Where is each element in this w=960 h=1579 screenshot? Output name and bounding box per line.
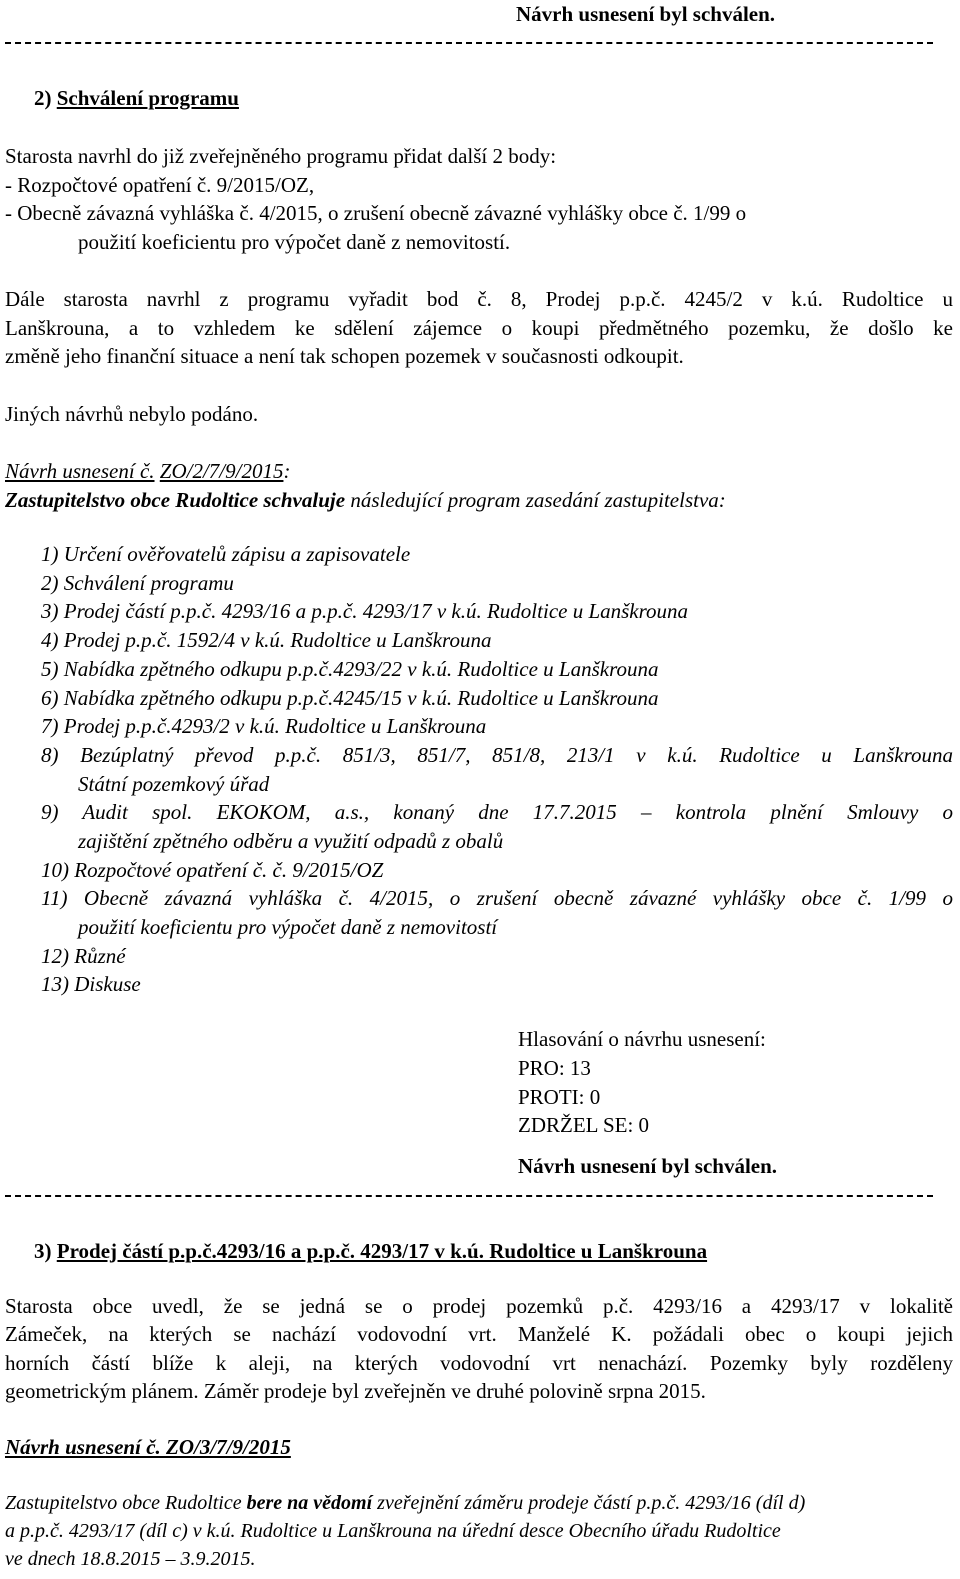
bullet-item: - Rozpočtové opatření č. 9/2015/OZ, — [5, 173, 315, 197]
program-item: 13) Diskuse — [41, 972, 141, 996]
council-bold: Zastupitelstvo obce Rudoltice schvaluje — [5, 488, 346, 512]
no-other-proposals: Jiných návrhů nebylo podáno. — [5, 402, 259, 426]
resolution-code: ZO/2/7/9/2015 — [159, 459, 284, 483]
section3-title: Prodej částí p.p.č.4293/16 a p.p.č. 4293/17 v k.ú. Rudoltice u Lanškrouna — [56, 1239, 708, 1263]
council-text-a: Zastupitelstvo obce Rudoltice — [5, 1492, 247, 1514]
program-item-continuation: zajištění zpětného odběru a využití odpadů z obalů — [78, 829, 504, 853]
section2-paragraph-line: Dále starosta navrhl z programu vyřadit bod č. 8, Prodej p.p.č. 4245/2 v k.ú. Rudoltice u — [5, 287, 953, 311]
resolution-label — [5, 458, 290, 484]
program-item: 1) Určení ověřovatelů zápisu a zapisovatele — [41, 542, 411, 566]
vote-pro: PRO: 13 — [518, 1056, 591, 1080]
divider-middle — [5, 1195, 933, 1197]
program-item: 7) Prodej p.p.č.4293/2 v k.ú. Rudoltice u Lanškrouna — [41, 714, 487, 738]
section2-paragraph-line: Lanškrouna, a to vzhledem ke sdělení zájemce o koupi předmětného pozemku, že došlo ke — [5, 316, 953, 340]
section2-paragraph-line: změně jeho finanční situace a není tak schopen pozemek v současnosti odkoupit. — [5, 344, 684, 368]
program-item: 11) Obecně závazná vyhláška č. 4/2015, o zrušení obecně závazné vyhlášky obce č. 1/99 o — [41, 886, 953, 910]
divider-top — [5, 42, 933, 44]
vote-title: Hlasování o návrhu usnesení: — [518, 1027, 766, 1051]
council-statement — [5, 487, 726, 513]
section3-heading — [34, 1238, 707, 1264]
resolution-colon: : — [283, 459, 291, 483]
section2-number: 2) — [34, 86, 52, 110]
program-item: 5) Nabídka zpětného odkupu p.p.č.4293/22 v k.ú. Rudoltice u Lanškrouna — [41, 657, 659, 681]
program-item-continuation: Státní pozemkový úřad — [78, 772, 270, 796]
section2-heading — [34, 85, 239, 111]
program-item: 12) Různé — [41, 944, 126, 968]
program-item: 6) Nabídka zpětného odkupu p.p.č.4245/15 v k.ú. Rudoltice u Lanškrouna — [41, 686, 659, 710]
program-item-continuation: použití koeficientu pro výpočet daně z nemovitostí — [78, 915, 498, 939]
vote-proti: PROTI: 0 — [518, 1085, 601, 1109]
program-item: 9) Audit spol. EKOKOM, a.s., konaný dne 17.7.2015 – kontrola plnění Smlouvy o — [41, 800, 953, 824]
resolution-label-text: Návrh usnesení č. — [5, 459, 155, 483]
council-rest: následující program zasedání zastupitelstva: — [345, 488, 726, 512]
council-text-b: zveřejnění záměru prodeje částí p.p.č. 4293/16 (díl d) — [372, 1492, 806, 1514]
section3-resolution-label: Návrh usnesení č. ZO/3/7/9/2015 — [5, 1435, 291, 1459]
program-item: 4) Prodej p.p.č. 1592/4 v k.ú. Rudoltice u Lanškrouna — [41, 628, 492, 652]
top-result: Návrh usnesení byl schválen. — [516, 2, 776, 26]
section3-paragraph-line: geometrickým plánem. Záměr prodeje byl zveřejněn ve druhé polovině srpna 2015. — [5, 1379, 706, 1403]
section3-council-line: ve dnech 18.8.2015 – 3.9.2015. — [5, 1548, 256, 1570]
section3-paragraph-line: Starosta obce uvedl, že se jedná se o prodej pozemků p.č. 4293/16 a 4293/17 v lokalitě — [5, 1294, 953, 1318]
program-item: 10) Rozpočtové opatření č. č. 9/2015/OZ — [41, 858, 384, 882]
section2-title: Schválení programu — [56, 86, 239, 110]
section2-intro: Starosta navrhl do již zveřejněného programu přidat další 2 body: — [5, 144, 557, 168]
section3-paragraph-line: horních částí blíže k aleji, na kterých vodovodní vrt nenachází. Pozemky byly rozděleny — [5, 1351, 953, 1375]
bullet-item: použití koeficientu pro výpočet daně z nemovitostí. — [78, 230, 511, 254]
vote-zdrzel: ZDRŽEL SE: 0 — [518, 1113, 650, 1137]
section3-council-line — [5, 1490, 805, 1516]
vote-result: Návrh usnesení byl schválen. — [518, 1154, 778, 1178]
section3-paragraph-line: Zámeček, na kterých se nachází vodovodní vrt. Manželé K. požádali obec o koupi jejich — [5, 1322, 953, 1346]
council-bold: bere na vědomí — [246, 1492, 373, 1514]
program-item: 2) Schválení programu — [41, 571, 234, 595]
program-item: 3) Prodej částí p.p.č. 4293/16 a p.p.č. 4293/17 v k.ú. Rudoltice u Lanškrouna — [41, 599, 689, 623]
section3-number: 3) — [34, 1239, 52, 1263]
bullet-item: - Obecně závazná vyhláška č. 4/2015, o zrušení obecně závazné vyhlášky obce č. 1/99 o — [5, 201, 747, 225]
section3-council-line: a p.p.č. 4293/17 (díl c) v k.ú. Rudoltice u Lanškrouna na úřední desce Obecního úřadu Rudoltice — [5, 1520, 781, 1542]
program-item: 8) Bezúplatný převod p.p.č. 851/3, 851/7, 851/8, 213/1 v k.ú. Rudoltice u Lanškrouna — [41, 743, 953, 767]
